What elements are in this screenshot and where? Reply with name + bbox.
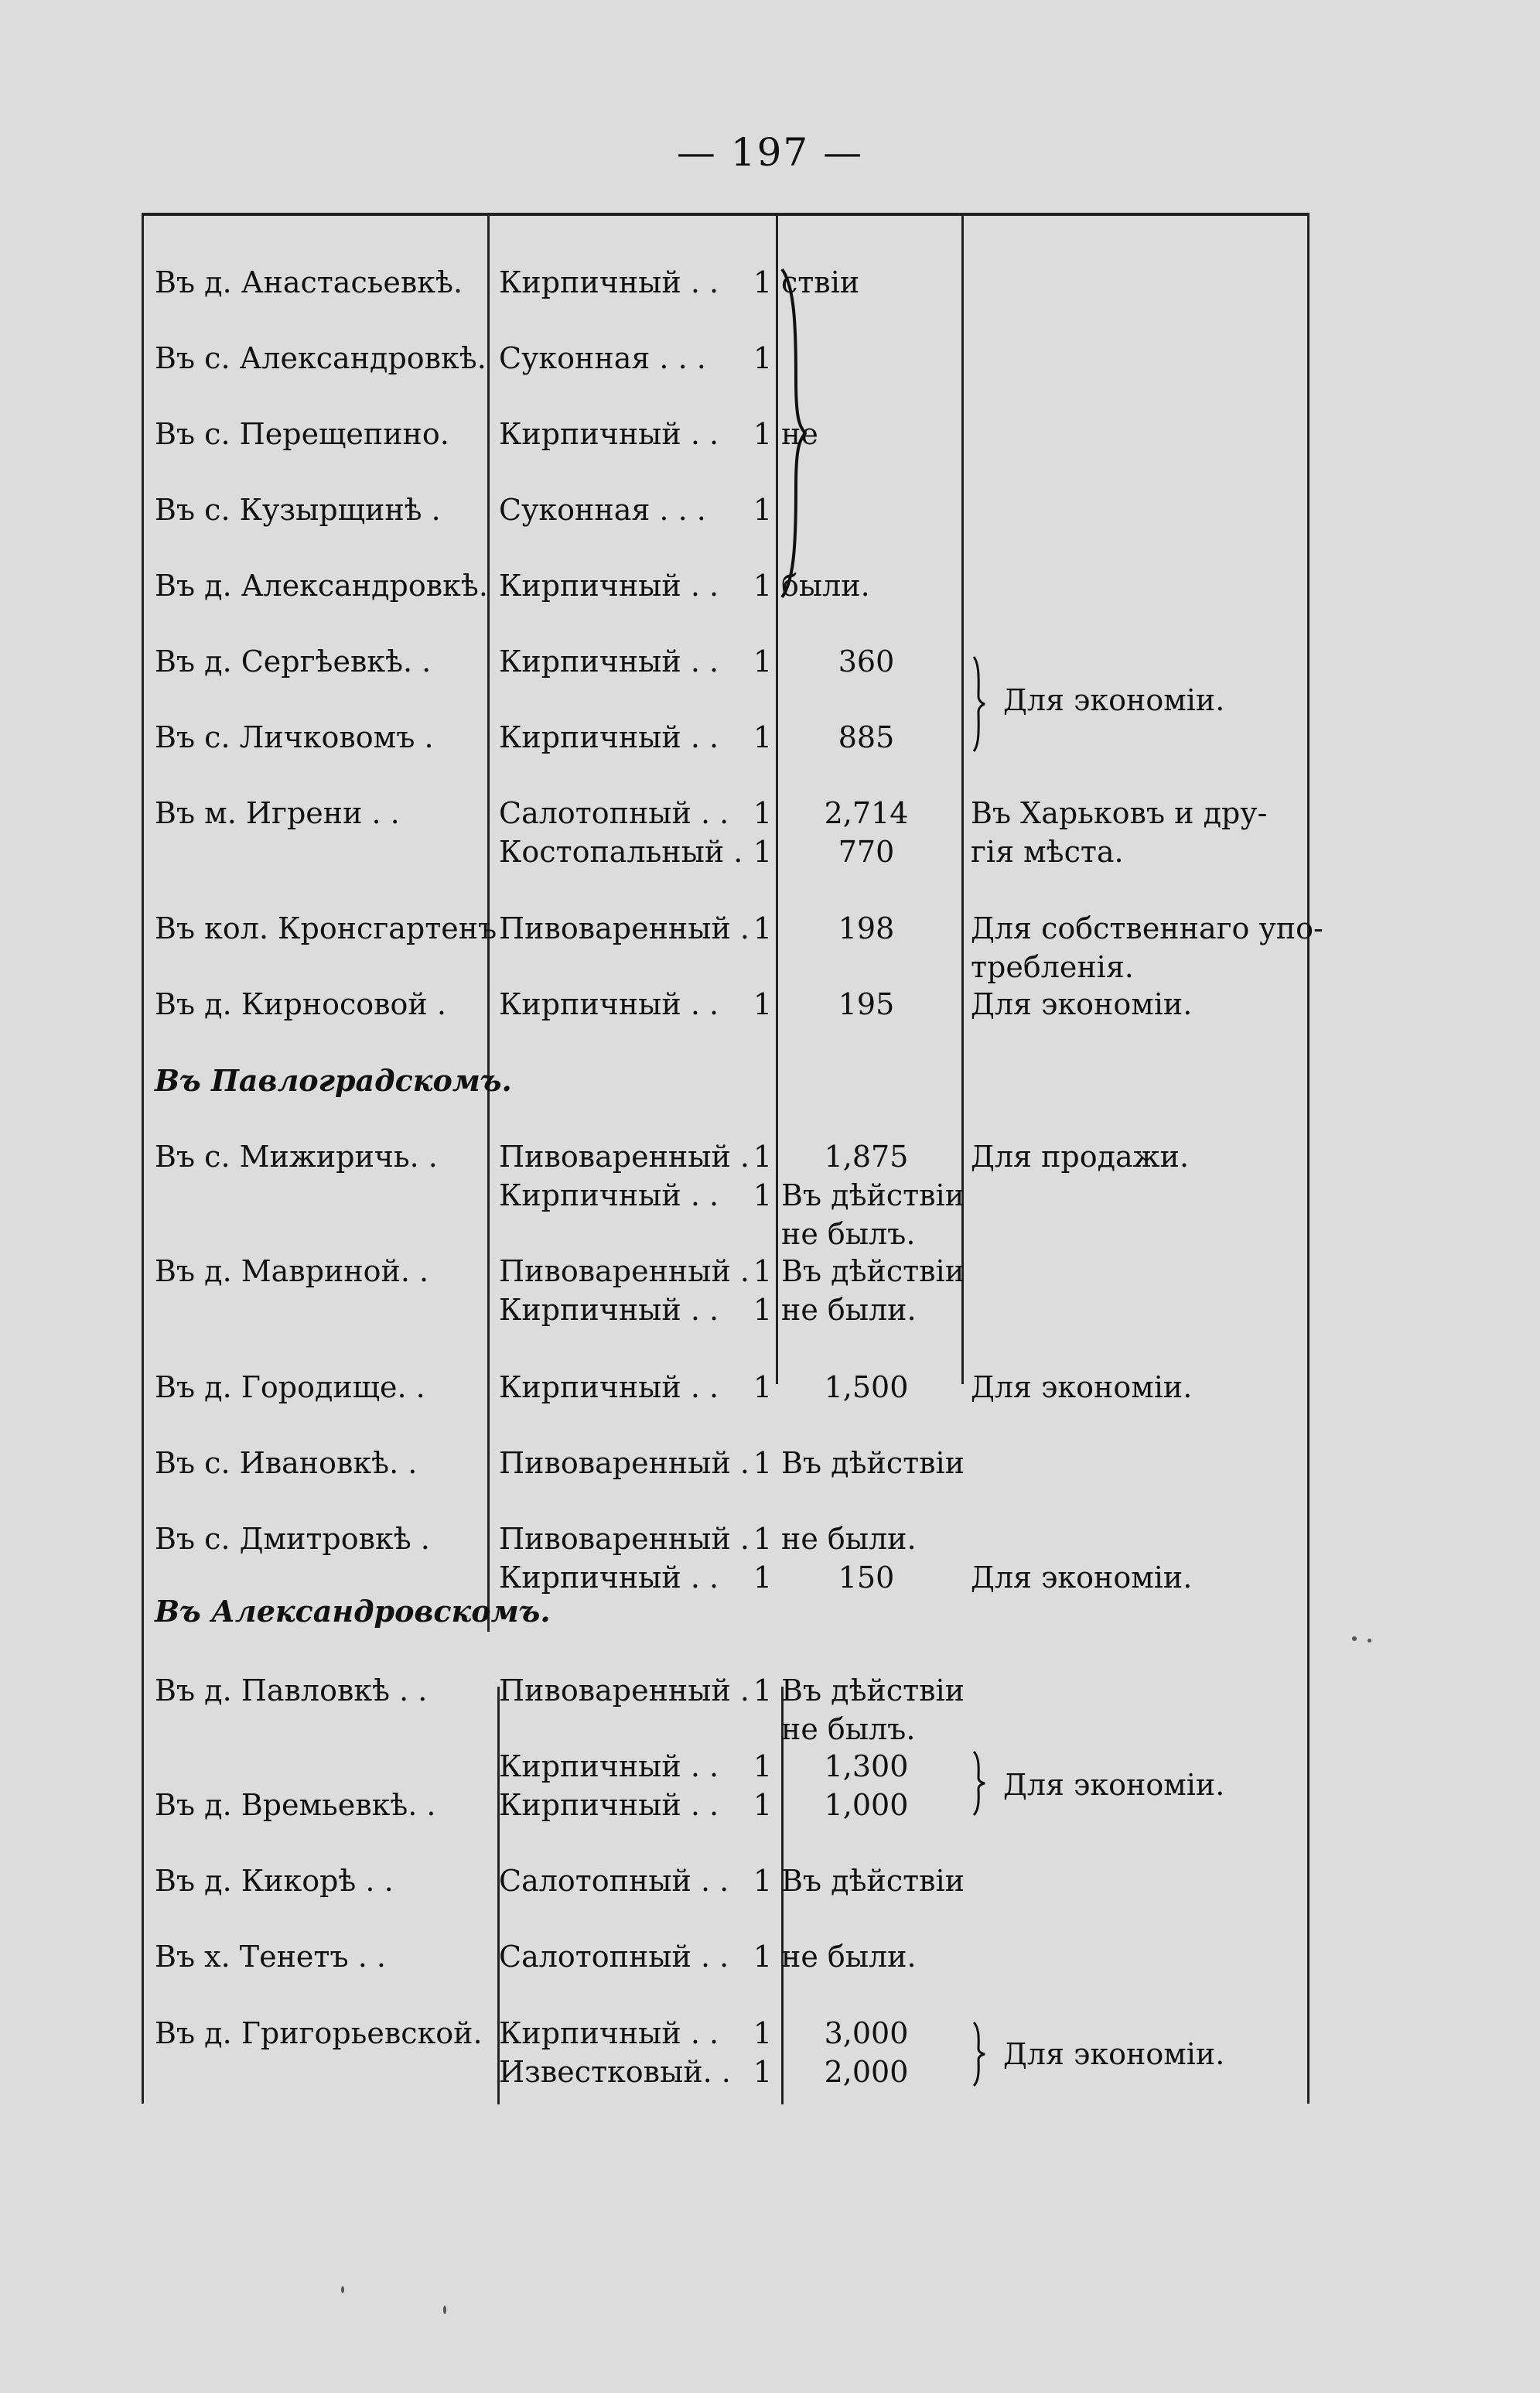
- section-heading-pavlograd: Въ Павлоградскомъ.: [155, 1063, 512, 1098]
- place-cell: Въ с. Александровкѣ.: [155, 341, 487, 375]
- count-cell: 1: [753, 1788, 772, 1822]
- place-cell: Въ д. Павловкѣ . .: [155, 1673, 428, 1708]
- quantity-cell: 2,714: [824, 796, 909, 830]
- count-cell: 1: [753, 1561, 772, 1595]
- place-cell: Въ д. Мавриной. .: [155, 1254, 429, 1288]
- count-cell: 1: [753, 1370, 772, 1404]
- count-cell: 1: [753, 493, 772, 527]
- place-cell: Въ д. Анастасьевкѣ.: [155, 265, 463, 299]
- quantity-cell: не былъ.: [781, 1712, 916, 1746]
- kind-cell: Кирпичный . .: [499, 1370, 719, 1404]
- speck: [1368, 1639, 1371, 1643]
- count-cell: 1: [753, 1178, 772, 1212]
- count-cell: 1: [753, 569, 772, 603]
- table-top-rule: [142, 213, 1310, 216]
- kind-cell: Известковый. .: [499, 2055, 731, 2089]
- kind-cell: Суконная . . .: [499, 341, 706, 375]
- count-cell: 1: [753, 1254, 772, 1288]
- destination-cell: Для экономіи.: [971, 1370, 1193, 1404]
- curly-brace-icon: [776, 263, 807, 603]
- table-row: [0, 1786, 1540, 1832]
- quantity-cell: 1,500: [824, 1370, 909, 1404]
- destination-cell: гія мѣста.: [971, 835, 1124, 869]
- quantity-cell: 1,875: [824, 1140, 909, 1174]
- kind-cell: Салотопный . .: [499, 796, 729, 830]
- quantity-cell: 2,000: [824, 2055, 909, 2089]
- quantity-cell: 360: [838, 644, 895, 679]
- kind-cell: Пивоваренный .: [499, 1522, 750, 1556]
- count-cell: 1: [753, 1140, 772, 1174]
- kind-cell: Кирпичный . .: [499, 1293, 719, 1327]
- destination-cell: Для экономіи.: [971, 987, 1193, 1021]
- table-row: [0, 491, 1540, 537]
- place-cell: Въ с. Мижиричь. .: [155, 1140, 438, 1174]
- count-cell: 1: [753, 417, 772, 451]
- kind-cell: Кирпичный . .: [499, 720, 719, 754]
- quantity-cell: не былъ.: [781, 1217, 916, 1251]
- kind-cell: Костопальный .: [499, 835, 743, 869]
- table-row: [0, 566, 1540, 613]
- kind-cell: Кирпичный . .: [499, 1749, 719, 1783]
- table-row: [0, 718, 1540, 764]
- place-cell: Въ с. Кузырщинѣ .: [155, 493, 441, 527]
- table-row: [0, 415, 1540, 461]
- table-row: [0, 1368, 1540, 1414]
- table-row: [0, 1861, 1540, 1908]
- brace-note-sergeevka: Для экономіи.: [1003, 683, 1225, 717]
- count-cell: 1: [753, 1293, 772, 1327]
- table-row: [0, 1291, 1540, 1337]
- place-cell: Въ д. Кирносовой .: [155, 987, 446, 1021]
- quantity-cell: не были.: [781, 1940, 917, 1974]
- kind-cell: Суконная . . .: [499, 493, 706, 527]
- table-row: [0, 2053, 1540, 2099]
- kind-cell: Пивоваренный .: [499, 1446, 750, 1480]
- count-cell: 1: [753, 265, 772, 299]
- speck: [1352, 1636, 1357, 1641]
- page-number: — 197 —: [676, 130, 864, 175]
- quantity-cell: были.: [781, 569, 870, 603]
- kind-cell: Пивоваренный .: [499, 911, 750, 945]
- count-cell: 1: [753, 1864, 772, 1898]
- count-cell: 1: [753, 987, 772, 1021]
- kind-cell: Пивоваренный .: [499, 1254, 750, 1288]
- place-cell: Въ д. Сергѣевкѣ. .: [155, 644, 432, 679]
- section-heading-aleksandrovsk: Въ Александровскомъ.: [155, 1594, 551, 1629]
- kind-cell: Пивоваренный .: [499, 1140, 750, 1174]
- place-cell: Въ с. Перещепино.: [155, 417, 449, 451]
- count-cell: 1: [753, 796, 772, 830]
- quantity-cell: 195: [838, 987, 895, 1021]
- place-cell: Въ с. Ивановкѣ. .: [155, 1446, 418, 1480]
- curly-brace-icon: [971, 654, 988, 754]
- destination-cell: требленія.: [971, 950, 1134, 984]
- table-row: [0, 1937, 1540, 1984]
- quantity-cell: не были.: [781, 1522, 917, 1556]
- kind-cell: Кирпичный . .: [499, 417, 719, 451]
- count-cell: 1: [753, 1673, 772, 1708]
- quantity-cell: 198: [838, 911, 895, 945]
- count-cell: 1: [753, 2055, 772, 2089]
- kind-cell: Кирпичный . .: [499, 265, 719, 299]
- table-row: [0, 832, 1540, 879]
- place-cell: Въ д. Александровкѣ.: [155, 569, 488, 603]
- table-row: [0, 339, 1540, 385]
- place-cell: Въ м. Игрени . .: [155, 796, 400, 830]
- destination-cell: Для продажи.: [971, 1140, 1190, 1174]
- kind-cell: Кирпичный . .: [499, 644, 719, 679]
- table-row: [0, 642, 1540, 689]
- kind-cell: Кирпичный . .: [499, 1561, 719, 1595]
- quantity-cell: 885: [838, 720, 895, 754]
- curly-brace-icon: [971, 1749, 988, 1818]
- quantity-cell: 150: [838, 1561, 895, 1595]
- table-row: [0, 985, 1540, 1031]
- kind-cell: Пивоваренный .: [499, 1673, 750, 1708]
- speck: [443, 2306, 446, 2314]
- quantity-cell: 1,000: [824, 1788, 909, 1822]
- count-cell: 1: [753, 1522, 772, 1556]
- place-cell: Въ д. Городище. .: [155, 1370, 425, 1404]
- quantity-cell: не: [781, 417, 818, 451]
- count-cell: 1: [753, 644, 772, 679]
- quantity-cell: 3,000: [824, 2016, 909, 2050]
- quantity-cell: не были.: [781, 1293, 917, 1327]
- curly-brace-icon: [971, 2019, 988, 2089]
- count-cell: 1: [753, 835, 772, 869]
- quantity-cell: 770: [838, 835, 895, 869]
- quantity-cell: 1,300: [824, 1749, 909, 1783]
- place-cell: Въ д. Кикорѣ . .: [155, 1864, 394, 1898]
- kind-cell: Кирпичный . .: [499, 2016, 719, 2050]
- kind-cell: Кирпичный . .: [499, 1178, 719, 1212]
- count-cell: 1: [753, 1940, 772, 1974]
- kind-cell: Кирпичный . .: [499, 987, 719, 1021]
- kind-cell: Салотопный . .: [499, 1940, 729, 1974]
- quantity-cell: ствіи: [781, 265, 860, 299]
- table-row: [0, 263, 1540, 309]
- quantity-cell: Въ дѣйствіи: [781, 1254, 965, 1288]
- count-cell: 1: [753, 1446, 772, 1480]
- place-cell: Въ с. Дмитровкѣ .: [155, 1522, 430, 1556]
- kind-cell: Салотопный . .: [499, 1864, 729, 1898]
- brace-note-grigorievka: Для экономіи.: [1003, 2037, 1225, 2071]
- place-cell: Въ кол. Кронсгартенъ: [155, 911, 497, 945]
- destination-cell: Для экономіи.: [971, 1561, 1193, 1595]
- speck: [341, 2286, 344, 2293]
- place-cell: Въ х. Тенетъ . .: [155, 1940, 386, 1974]
- quantity-cell: Въ дѣйствіи: [781, 1446, 965, 1480]
- quantity-cell: Въ дѣйствіи: [781, 1673, 965, 1708]
- count-cell: 1: [753, 341, 772, 375]
- place-cell: Въ с. Личковомъ .: [155, 720, 434, 754]
- count-cell: 1: [753, 2016, 772, 2050]
- place-cell: Въ д. Времьевкѣ. .: [155, 1788, 436, 1822]
- count-cell: 1: [753, 1749, 772, 1783]
- quantity-cell: Въ дѣйствіи: [781, 1864, 965, 1898]
- count-cell: 1: [753, 720, 772, 754]
- quantity-cell: Въ дѣйствіи: [781, 1178, 965, 1212]
- table-row: [0, 1444, 1540, 1490]
- destination-cell: Въ Харьковъ и дру-: [971, 796, 1268, 830]
- kind-cell: Кирпичный . .: [499, 569, 719, 603]
- brace-note-pavlovka: Для экономіи.: [1003, 1768, 1225, 1802]
- destination-cell: Для собственнаго упо-: [971, 911, 1323, 945]
- count-cell: 1: [753, 911, 772, 945]
- kind-cell: Кирпичный . .: [499, 1788, 719, 1822]
- place-cell: Въ д. Григорьевской.: [155, 2016, 483, 2050]
